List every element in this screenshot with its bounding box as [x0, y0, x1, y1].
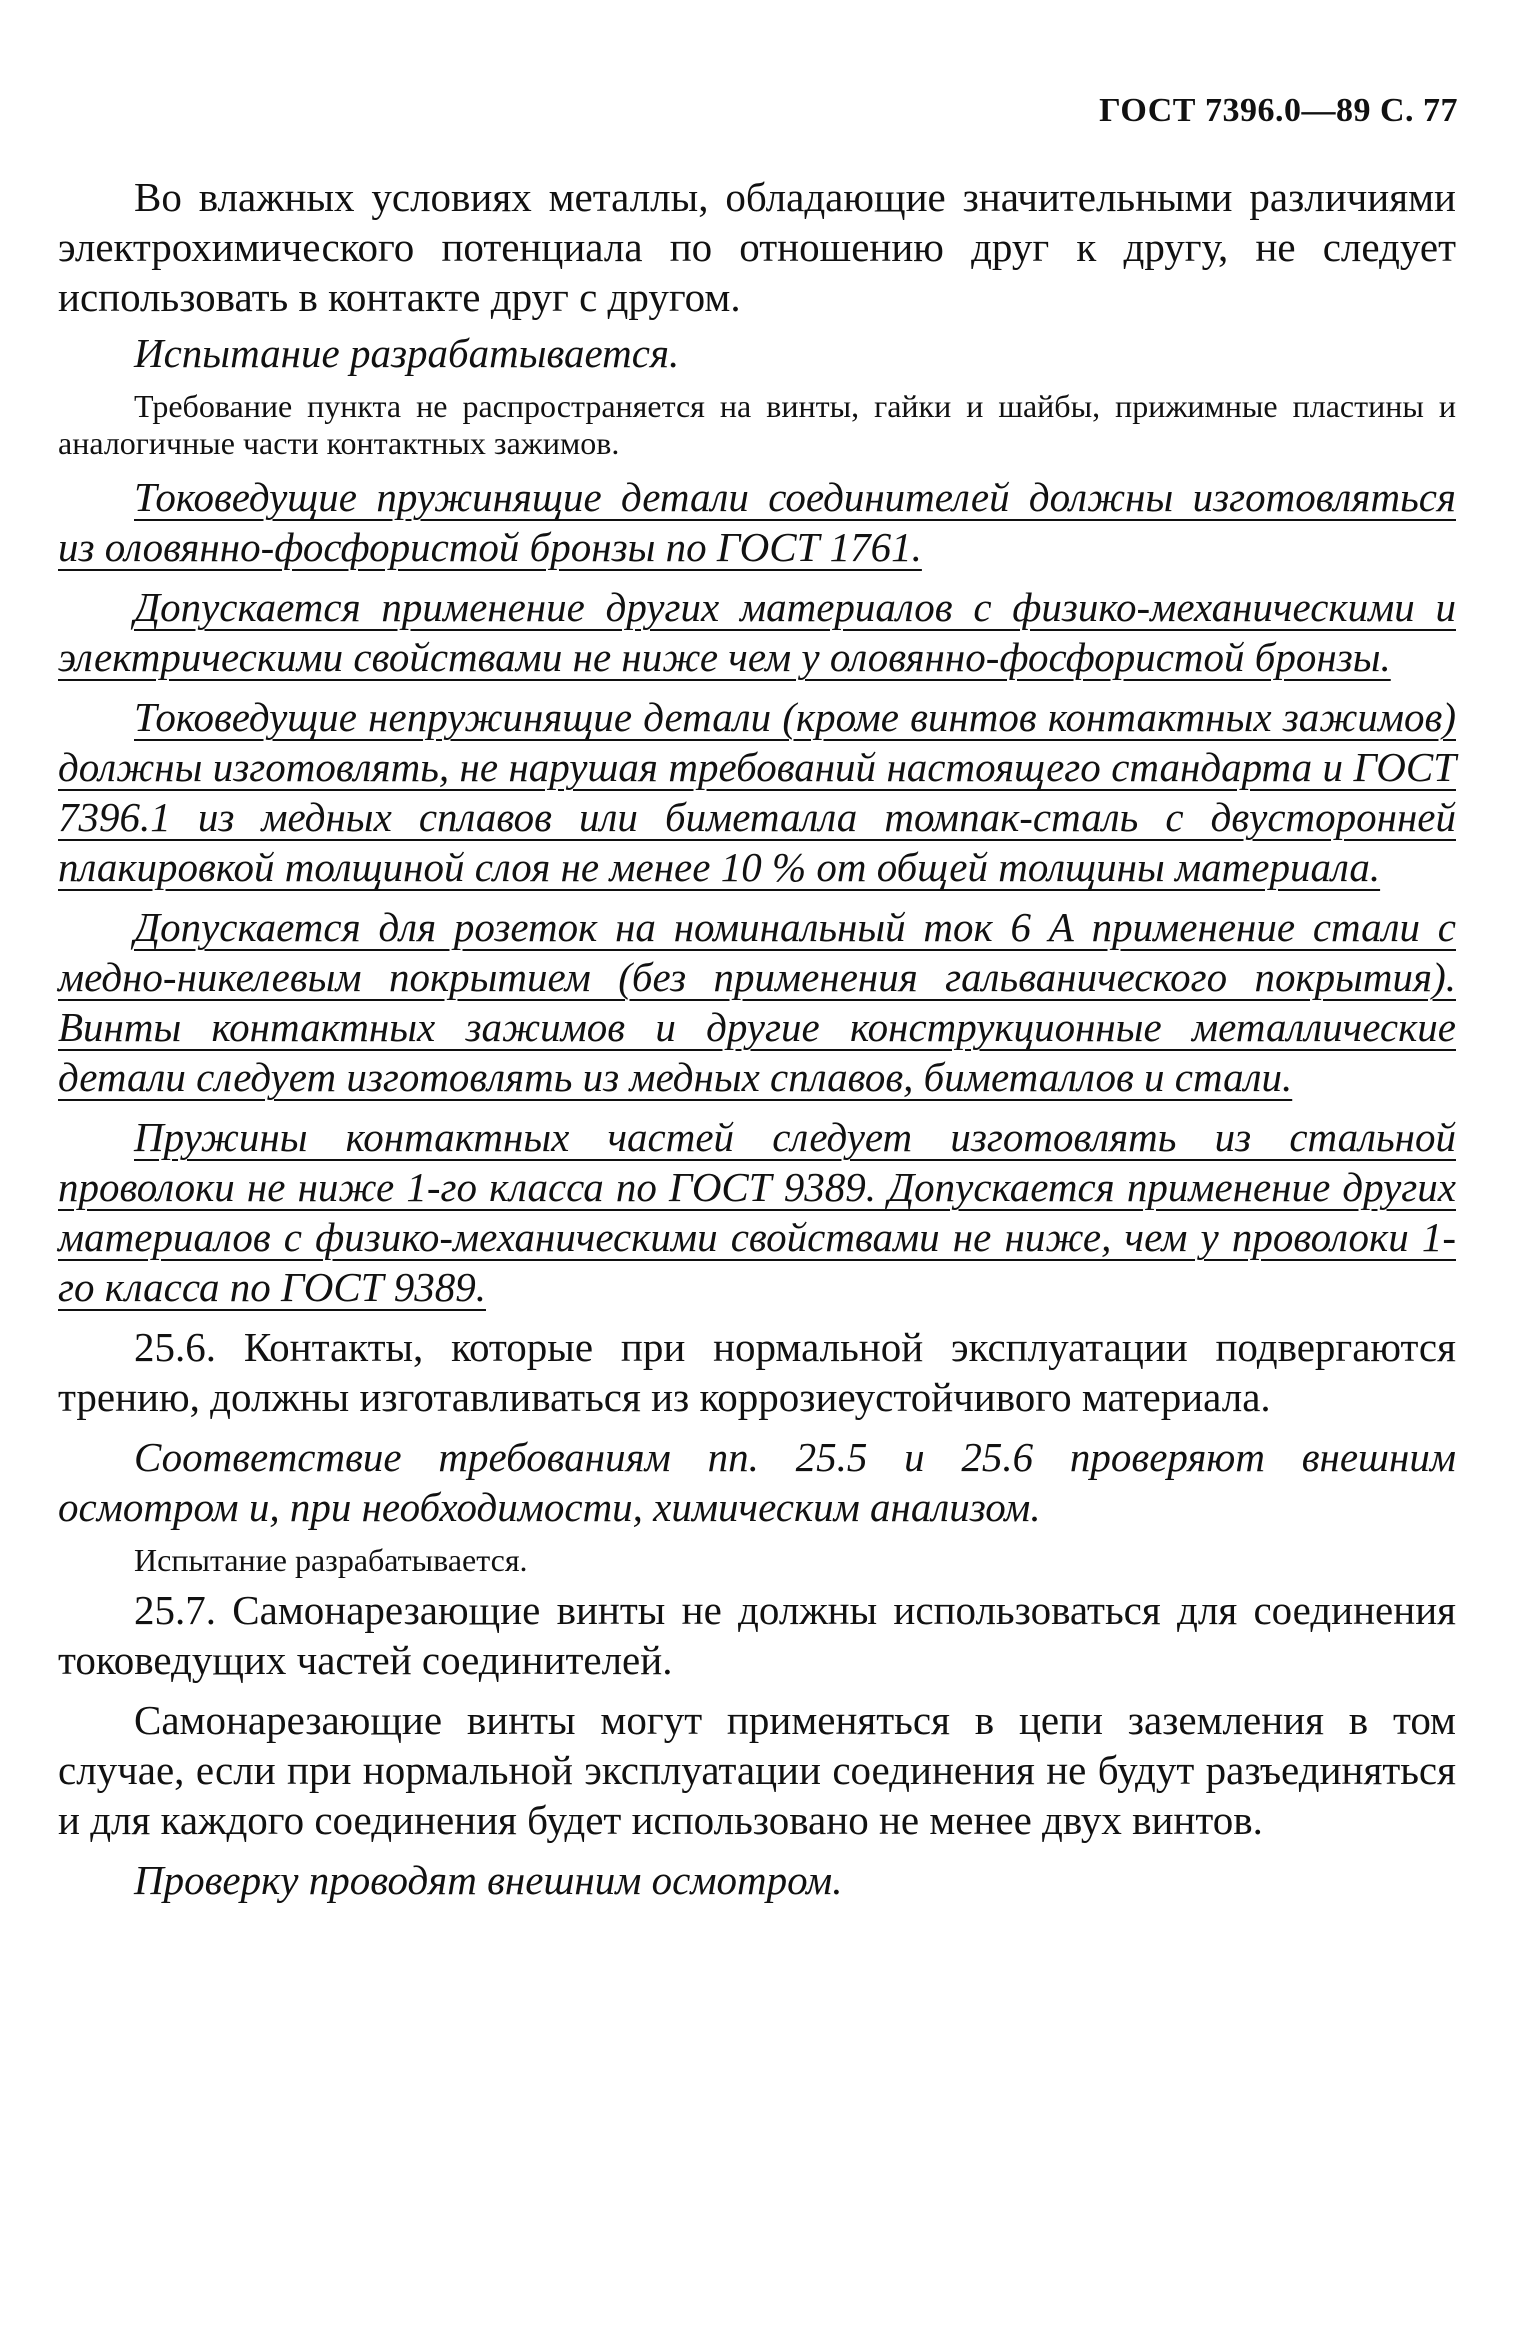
paragraph-25-7: 25.7. Самонарезающие винты не должны использоваться для соединения токоведущих частей соединителей.: [58, 1587, 1456, 1683]
paragraph-small-note: Требование пункта не распространяется на винты, гайки и шайбы, прижимные пластины и аналогичные части контактных зажимов.: [58, 388, 1456, 461]
paragraph-metals-contact: Во влажных условиях металлы, обладающие значительными различиями электрохимического потенциала по отношению друг к другу, не следует использовать в контакте друг с другом.: [58, 174, 1456, 320]
document-body: [58, 172, 1456, 1905]
underlined-amendment-block: [58, 472, 1456, 1312]
paragraph-sockets-6a: Допускается для розеток на номинальный ток 6 А применение стали с медно-никелевым покрытием (без применения гальванического покрытия). Винты контактных зажимов и другие конструкционные металлические детали следует изготовлять из медных сплавов, биметаллов и стали.: [58, 904, 1456, 1100]
paragraph-25-6: 25.6. Контакты, которые при нормальной эксплуатации подвергаются трению, должны изготавливаться из коррозиеустойчивого материала.: [58, 1324, 1456, 1420]
paragraph-self-tapping-screws: Самонарезающие винты могут применяться в цепи заземления в том случае, если при нормальной эксплуатации соединения не будут разъединяться и для каждого соединения будет использовано не менее двух винтов.: [58, 1697, 1456, 1843]
paragraph-conformity-check: Соответствие требованиям пп. 25.5 и 25.6 проверяют внешним осмотром и, при необходимости, химическим анализом.: [58, 1434, 1456, 1530]
paragraph-springing-parts: Токоведущие пружинящие детали соединителей должны изготовляться из оловянно-фосфористой бронзы по ГОСТ 1761.: [58, 474, 1456, 570]
paragraph-other-materials: Допускается применение других материалов с физико-механическими и электрическими свойствами не ниже чем у оловянно-фосфористой бронзы.: [58, 584, 1456, 680]
paragraph-test-note: Испытание разрабатывается.: [134, 330, 680, 376]
page-header: ГОСТ 7396.0—89 С. 77: [1099, 92, 1458, 129]
paragraph-springs: Пружины контактных частей следует изготовлять из стальной проволоки не ниже 1-го класса по ГОСТ 9389. Допускается применение других материалов с физико-механическими свойствами не ниже, чем у проволоки 1-го класса по ГОСТ 9389.: [58, 1114, 1456, 1310]
paragraph-inspection: Проверку проводят внешним осмотром.: [134, 1857, 843, 1903]
paragraph-test-note-2: Испытание разрабатывается.: [134, 1542, 528, 1578]
paragraph-nonspringing-parts: Токоведущие непружинящие детали (кроме винтов контактных зажимов) должны изготовлять, не нарушая требований настоящего стандарта и ГОСТ 7396.1 из медных сплавов или биметалла томпак-сталь с двусторонней плакировкой толщиной слоя не менее 10 % от общей толщины материала.: [58, 694, 1456, 890]
